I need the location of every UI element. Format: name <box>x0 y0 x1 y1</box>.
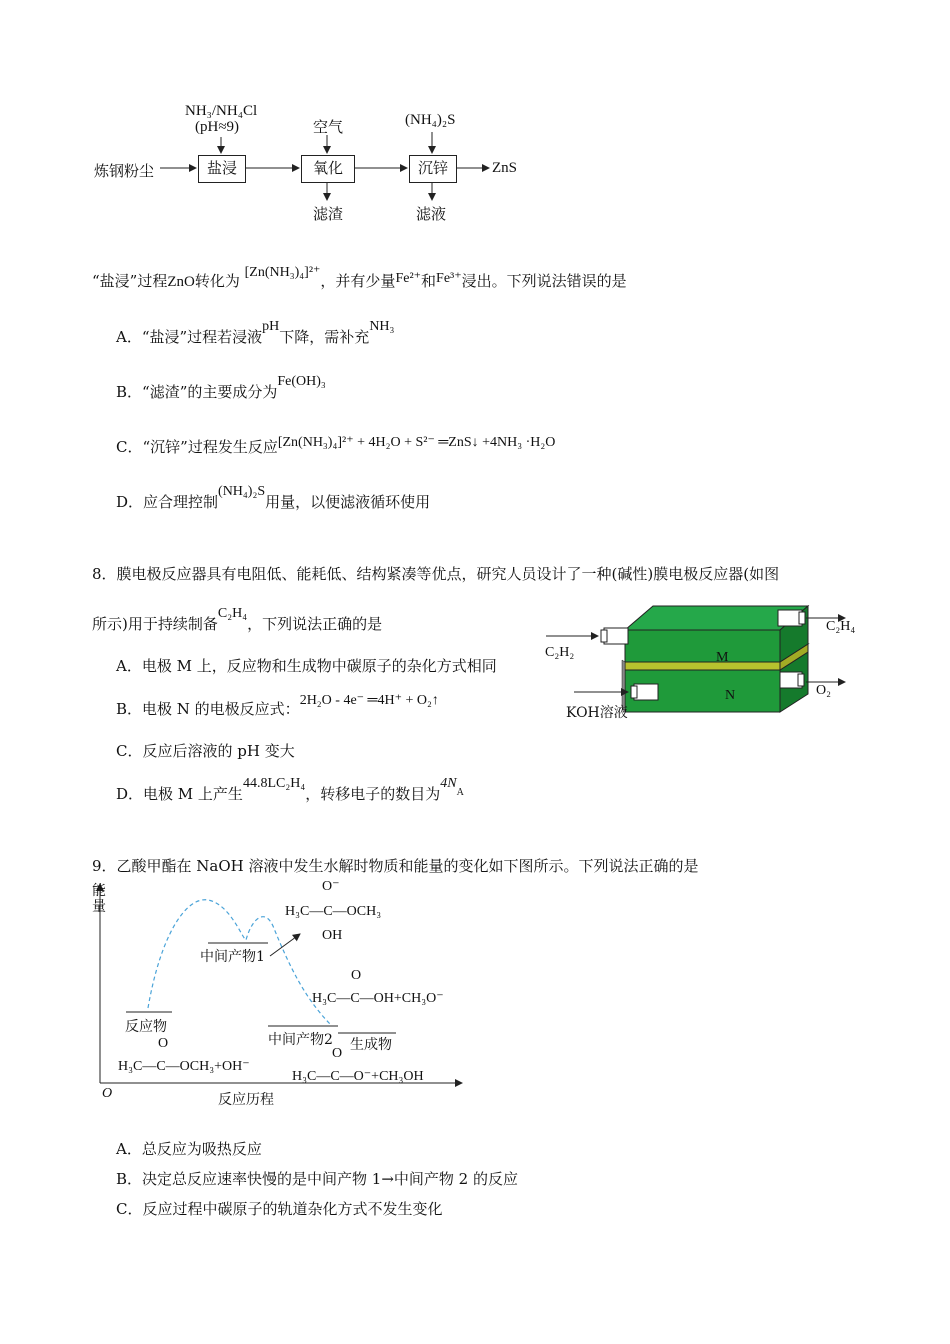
flowchart-arrows <box>0 0 950 240</box>
fig-c2h2-label: C₂H₂ <box>545 645 575 660</box>
q7-feoh3: Fe(OH)₃ <box>277 374 326 389</box>
q7-option-a[interactable] <box>116 319 395 347</box>
step3-box: 沉锌 <box>409 155 457 183</box>
q8-option-d[interactable] <box>116 776 464 806</box>
step2-box: 氧化 <box>301 155 355 183</box>
q8-option-d-text: D．电极 M 上产生 <box>116 785 243 803</box>
q7-complex-formula: [Zn(NH₃)₄]²⁺ <box>244 265 321 280</box>
q7-stem-part: 转化为 <box>194 272 240 290</box>
q7-option-d-text: D．应合理控制 <box>116 493 219 511</box>
int1-struct-oh: OH <box>322 928 343 943</box>
q7-option-b[interactable] <box>116 374 326 402</box>
q7-option-d[interactable] <box>116 484 431 512</box>
q7-zno: ZnO <box>167 274 195 290</box>
q7-fe2: Fe²⁺ <box>395 271 422 286</box>
q9-option-a[interactable]: A．总反应为吸热反应 <box>116 1140 262 1158</box>
step1-reagent-line1: NH₃/NH₄Cl <box>185 103 258 119</box>
int2-struct-o: O <box>351 968 362 983</box>
fig-o2-label: O₂ <box>816 683 831 698</box>
q8-stem-part: 所示)用于持续制备 <box>92 615 218 633</box>
step2-out: 滤渣 <box>313 205 344 223</box>
q7-nh4-2s: (NH₄)₂S <box>218 484 266 499</box>
q8-c2h4: C₂H₄ <box>217 606 248 621</box>
product-label: ZnS <box>492 160 518 176</box>
fig-c2h4-label: C₂H₄ <box>826 619 856 634</box>
origin-label: O <box>102 1086 113 1101</box>
q7-stem-part: ，并有少量 <box>320 272 396 290</box>
q9-option-b[interactable]: B．决定总反应速率快慢的是中间产物 1→中间产物 2 的反应 <box>116 1170 518 1188</box>
q7-stem-part: 浸出。下列说法错误的是 <box>461 272 627 290</box>
q7-option-a-text2: 下降，需补充 <box>279 328 370 346</box>
int1-struct-line: H₃C—C—OCH₃ <box>285 904 382 919</box>
q8-option-b-text: B．电极 N 的电极反应式： <box>116 700 300 718</box>
q7-option-c[interactable] <box>116 436 555 457</box>
q8-stem-line1: 8．膜电极反应器具有电阻低、能耗低、结构紧凑等优点，研究人员设计了一种(碱性)膜电极反应器(如图 <box>92 565 780 583</box>
q8-option-a[interactable]: A．电极 M 上，反应物和生成物中碳原子的杂化方式相同 <box>116 657 497 675</box>
q7-ph: pH <box>262 319 280 334</box>
fig-electrode-n: N <box>725 688 736 703</box>
q7-option-a-text: A．“盐浸”过程若浸液 <box>116 328 263 346</box>
reactant-label: 反应物 <box>125 1019 167 1035</box>
q7-equation: [Zn(NH₃)₄]²⁺ + 4H₂O + S²⁻ ═ZnS↓ +4NH₃ ·H₂O <box>277 435 556 450</box>
fig-electrode-m: M <box>716 650 729 665</box>
y-axis-label: 能量 <box>92 883 106 915</box>
step3-out: 滤液 <box>416 205 447 223</box>
step1-box: 盐浸 <box>198 155 246 183</box>
q8-na: 4N <box>440 776 457 791</box>
q7-option-d-text2: 用量，以便滤液循环使用 <box>265 493 431 511</box>
int1-struct-o: O⁻ <box>322 879 340 894</box>
product-struct-line: H₃C—C—O⁻+CH₃OH <box>292 1069 424 1084</box>
q8-option-c[interactable]: C．反应后溶液的 pH 变大 <box>116 742 295 760</box>
q8-option-b[interactable] <box>116 693 439 719</box>
q8-option-d-text2: ，转移电子的数目为 <box>305 785 441 803</box>
q9-option-c[interactable]: C．反应过程中碳原子的轨道杂化方式不发生变化 <box>116 1200 443 1218</box>
reactant-struct-o: O <box>158 1036 169 1051</box>
q8-stem-part: ，下列说法正确的是 <box>247 615 383 633</box>
q9-stem: 9．乙酸甲酯在 NaOH 溶液中发生水解时物质和能量的变化如下图所示。下列说法正确的是 <box>92 857 699 875</box>
q7-option-c-text: C．“沉锌”过程发生反应 <box>116 438 278 456</box>
q7-stem-part: “盐浸”过程 <box>92 272 168 290</box>
x-axis-label: 反应历程 <box>218 1092 274 1108</box>
q7-nh3: NH₃ <box>369 319 395 334</box>
q7-fe3: Fe³⁺ <box>436 271 462 286</box>
q8-equation: 2H₂O - 4e⁻ ═4H⁺ + O₂↑ <box>299 693 439 708</box>
q7-option-b-text: B．“滤渣”的主要成分为 <box>116 383 278 401</box>
intermediate2-label: 中间产物2 <box>268 1032 333 1048</box>
product-struct-o: O <box>332 1046 343 1061</box>
q7-stem <box>92 265 627 291</box>
product-label: 生成物 <box>350 1037 392 1053</box>
step2-reagent: 空气 <box>313 118 344 136</box>
q8-stem-line2 <box>92 606 383 634</box>
reactant-struct-line: H₃C—C—OCH₃+OH⁻ <box>118 1059 250 1074</box>
q7-stem-part: 和 <box>421 272 437 290</box>
q8-volume: 44.8LC₂H₄ <box>242 776 306 791</box>
input-label: 炼钢粉尘 <box>94 162 155 180</box>
intermediate1-label: 中间产物1 <box>200 949 265 965</box>
step3-reagent: (NH₄)₂S <box>405 112 456 128</box>
fig-koh-label: KOH溶液 <box>566 705 628 721</box>
q8-na-sub: A <box>456 787 464 798</box>
int2-struct-line: H₃C—C—OH+CH₃O⁻ <box>312 991 444 1006</box>
step1-reagent-line2: (pH≈9) <box>195 119 240 135</box>
